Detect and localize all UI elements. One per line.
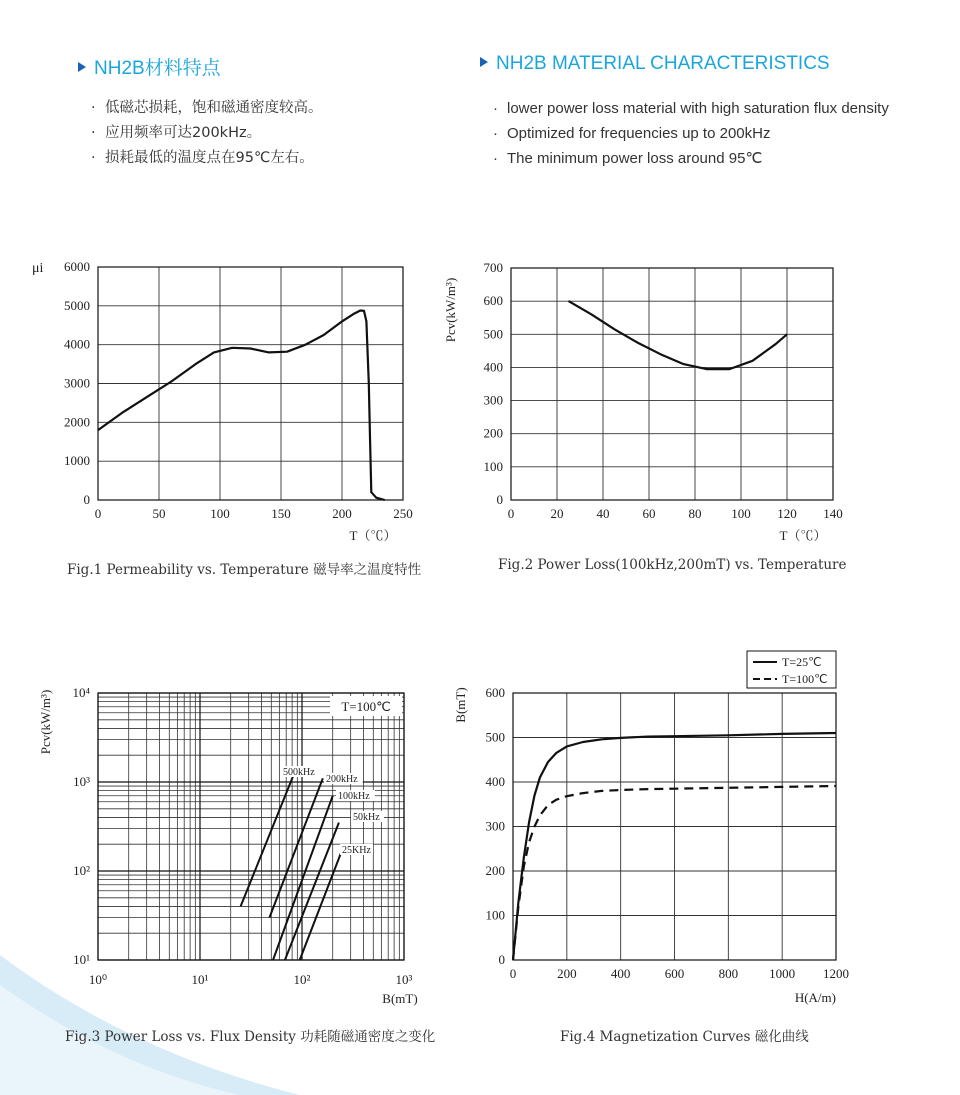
x-tick-label: 40 — [596, 506, 610, 521]
bullet-item: · Optimized for frequencies up to 200kHz — [493, 125, 771, 142]
x-tick-label: 0 — [509, 966, 517, 981]
y-axis-label: Pcv(kW/m³) — [443, 277, 458, 343]
y-tick-label: 600 — [483, 293, 503, 309]
y-tick-label: 0 — [83, 492, 90, 507]
y-tick-label: 4000 — [64, 336, 90, 352]
y-tick-label: 500 — [485, 729, 505, 745]
x-tick-label: 250 — [393, 506, 413, 521]
y-tick-label: 10⁴ — [72, 685, 90, 700]
x-tick-label: 100 — [731, 506, 751, 521]
y-axis-label: Pcv(kW/m³) — [38, 689, 53, 755]
x-tick-label: 800 — [718, 966, 739, 981]
fig2-caption: Fig.2 Power Loss(100kHz,200mT) vs. Temperature — [498, 557, 847, 573]
y-tick-label: 100 — [485, 907, 505, 923]
bullet-item: · The minimum power loss around 95℃ — [493, 150, 763, 167]
x-tick-label: 10² — [293, 972, 311, 987]
right-heading-text: NH2B MATERIAL CHARACTERISTICS — [496, 53, 830, 74]
y-tick-label: 300 — [485, 818, 505, 834]
series-label: 50kHz — [353, 812, 380, 823]
y-tick-label: 200 — [483, 425, 503, 441]
fig3-caption: Fig.3 Power Loss vs. Flux Density 功耗随磁通密度之变化 — [65, 1029, 436, 1045]
x-tick-label: 120 — [777, 506, 797, 521]
y-tick-label: 600 — [485, 685, 505, 700]
x-tick-label: 10⁰ — [88, 972, 108, 987]
y-tick-label: 10³ — [73, 774, 90, 789]
series-label: 500kHz — [283, 767, 315, 778]
y-tick-label: 700 — [483, 260, 503, 275]
legend-label: T=25℃ — [782, 655, 822, 669]
fig4-caption: Fig.4 Magnetization Curves 磁化曲线 — [560, 1029, 809, 1045]
y-axis-label: μi — [32, 261, 44, 276]
y-tick-label: 400 — [485, 774, 505, 789]
y-tick-label: 100 — [483, 458, 503, 474]
y-tick-label: 10² — [73, 863, 90, 878]
x-tick-label: 150 — [271, 506, 291, 521]
x-tick-label: 20 — [550, 506, 564, 521]
x-tick-label: 200 — [557, 966, 577, 981]
legend-label: T=100℃ — [782, 672, 828, 686]
x-tick-label: 80 — [688, 506, 702, 521]
x-tick-label: 1000 — [769, 966, 796, 981]
x-tick-label: 0 — [94, 506, 102, 521]
series-label: 200kHz — [326, 774, 358, 785]
x-axis-label: T（℃） — [779, 528, 827, 543]
y-tick-label: 300 — [483, 392, 503, 408]
x-tick-label: 10³ — [395, 972, 413, 987]
x-tick-label: 400 — [610, 966, 631, 981]
x-tick-label: 100 — [210, 506, 230, 521]
x-tick-label: 60 — [642, 506, 656, 521]
annotation-label: T=100℃ — [341, 699, 391, 714]
y-tick-label: 0 — [498, 952, 505, 967]
y-tick-label: 2000 — [64, 414, 90, 430]
y-tick-label: 1000 — [64, 453, 90, 469]
y-tick-label: 200 — [485, 863, 505, 878]
bullet-item: · lower power loss material with high saturation flux density — [493, 100, 889, 117]
x-tick-label: 140 — [823, 506, 843, 521]
y-tick-label: 10¹ — [73, 952, 90, 967]
y-tick-label: 5000 — [64, 297, 90, 313]
x-axis-label: H(A/m) — [794, 990, 836, 1005]
y-axis-label: B(mT) — [453, 687, 468, 723]
series-label: 100kHz — [338, 791, 370, 802]
left-heading-text: NH2B材料特点 — [94, 58, 221, 79]
y-tick-label: 0 — [496, 492, 503, 507]
y-tick-label: 3000 — [64, 375, 90, 391]
x-tick-label: 200 — [332, 506, 352, 521]
x-tick-label: 600 — [664, 966, 685, 981]
x-tick-label: 0 — [507, 506, 515, 521]
fig1-caption: Fig.1 Permeability vs. Temperature 磁导率之温度特性 — [67, 562, 422, 578]
bullet-item: · 损耗最低的温度点在95℃左右。 — [91, 150, 314, 166]
bullet-item: · 低磁芯损耗，饱和磁通密度较高。 — [91, 100, 323, 116]
x-axis-label: T（℃） — [349, 528, 397, 543]
series-label: 25KHz — [342, 845, 371, 856]
y-tick-label: 500 — [483, 326, 503, 342]
y-tick-label: 400 — [483, 359, 503, 375]
x-tick-label: 10¹ — [191, 972, 209, 987]
x-tick-label: 50 — [152, 506, 166, 521]
x-tick-label: 1200 — [823, 966, 849, 981]
bullet-item: · 应用频率可达200kHz。 — [91, 125, 262, 141]
y-tick-label: 6000 — [64, 259, 90, 274]
x-axis-label: B(mT) — [382, 991, 418, 1006]
